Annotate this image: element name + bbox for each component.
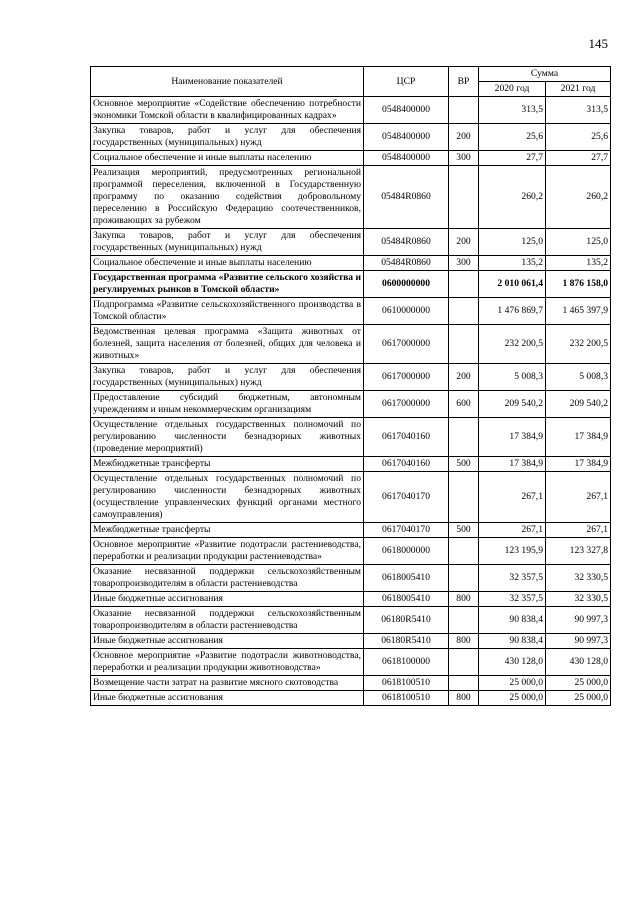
row-name: Межбюджетные трансферты [91,457,364,472]
row-code: 05484R0860 [364,229,449,256]
row-amount-2020: 25 000,0 [479,676,546,691]
row-code: 0617000000 [364,391,449,418]
row-vr [449,325,479,364]
row-amount-2021: 267,1 [546,472,611,523]
row-amount-2020: 1 476 869,7 [479,298,546,325]
row-amount-2020: 267,1 [479,472,546,523]
table-row [91,271,611,298]
row-code: 0617040170 [364,472,449,523]
table-row [91,97,611,124]
row-amount-2020: 232 200,5 [479,325,546,364]
row-amount-2021: 313,5 [546,97,611,124]
row-amount-2021: 17 384,9 [546,418,611,457]
row-name: Основное мероприятие «Содействие обеспечению потребности экономики Томской области в квалифицированных кадрах» [91,97,364,124]
row-amount-2021: 430 128,0 [546,649,611,676]
row-vr [449,565,479,592]
header-year-2020: 2020 год [479,82,546,97]
table-row [91,325,611,364]
row-name: Иные бюджетные ассигнования [91,691,364,706]
row-code: 0618100510 [364,676,449,691]
table-row [91,676,611,691]
row-name: Социальное обеспечение и иные выплаты населению [91,256,364,271]
row-name: Осуществление отдельных государственных полномочий по регулированию численности безнадзорных животных (осуществление управленческих функций органами местного самоуправления) [91,472,364,523]
row-amount-2021: 135,2 [546,256,611,271]
row-vr [449,676,479,691]
row-vr [449,418,479,457]
table-row [91,649,611,676]
row-name: Оказание несвязанной поддержки сельскохозяйственным товаропроизводителям в области растениеводства [91,607,364,634]
row-vr: 800 [449,691,479,706]
row-vr [449,649,479,676]
row-name: Предоставление субсидий бюджетным, автономным учреждениям и иным некоммерческим организациям [91,391,364,418]
row-amount-2021: 25,6 [546,124,611,151]
row-vr [449,472,479,523]
row-amount-2020: 125,0 [479,229,546,256]
header-year-2021: 2021 год [546,82,611,97]
row-amount-2020: 430 128,0 [479,649,546,676]
row-name: Оказание несвязанной поддержки сельскохозяйственным товаропроизводителям в области растениеводства [91,565,364,592]
row-amount-2021: 1 876 158,0 [546,271,611,298]
row-vr: 800 [449,634,479,649]
row-amount-2020: 25,6 [479,124,546,151]
row-code: 0617040160 [364,457,449,472]
header-sum: Сумма [479,67,611,82]
table-row [91,256,611,271]
row-vr: 200 [449,229,479,256]
row-amount-2021: 209 540,2 [546,391,611,418]
row-amount-2020: 90 838,4 [479,634,546,649]
table-row [91,634,611,649]
row-amount-2020: 209 540,2 [479,391,546,418]
table-row [91,592,611,607]
row-amount-2021: 25 000,0 [546,691,611,706]
row-code: 0618005410 [364,565,449,592]
row-amount-2021: 27,7 [546,151,611,166]
row-code: 06180R5410 [364,634,449,649]
header-vr: ВР [449,67,479,97]
table-row [91,457,611,472]
row-name: Основное мероприятие «Развитие подотрасли растениеводства, переработки и реализации продукции растениеводства» [91,538,364,565]
row-code: 0600000000 [364,271,449,298]
row-vr: 200 [449,364,479,391]
table-row [91,391,611,418]
header-code: ЦСР [364,67,449,97]
row-amount-2020: 27,7 [479,151,546,166]
row-vr [449,298,479,325]
row-amount-2020: 267,1 [479,523,546,538]
row-amount-2020: 90 838,4 [479,607,546,634]
row-amount-2020: 135,2 [479,256,546,271]
row-code: 0548400000 [364,124,449,151]
row-code: 0618100510 [364,691,449,706]
row-name: Иные бюджетные ассигнования [91,592,364,607]
row-vr [449,97,479,124]
row-amount-2020: 2 010 061,4 [479,271,546,298]
header-name: Наименование показателей [91,67,364,97]
table-row [91,538,611,565]
table-row [91,166,611,229]
row-name: Государственная программа «Развитие сельского хозяйства и регулируемых рынков в Томской области» [91,271,364,298]
row-code: 0618100000 [364,649,449,676]
row-code: 0618000000 [364,538,449,565]
table-row [91,151,611,166]
row-name: Межбюджетные трансферты [91,523,364,538]
row-name: Основное мероприятие «Развитие подотрасли животноводства, переработки и реализации продукции животноводства» [91,649,364,676]
row-name: Закупка товаров, работ и услуг для обеспечения государственных (муниципальных) нужд [91,229,364,256]
row-name: Иные бюджетные ассигнования [91,634,364,649]
table-body [91,97,611,706]
row-amount-2020: 5 008,3 [479,364,546,391]
row-code: 05484R0860 [364,256,449,271]
row-vr: 800 [449,592,479,607]
row-name: Возмещение части затрат на развитие мясного скотоводства [91,676,364,691]
row-code: 0617000000 [364,325,449,364]
row-code: 06180R5410 [364,607,449,634]
row-vr [449,166,479,229]
row-code: 0548400000 [364,97,449,124]
row-amount-2021: 125,0 [546,229,611,256]
row-amount-2021: 1 465 397,9 [546,298,611,325]
table-row [91,565,611,592]
row-amount-2020: 17 384,9 [479,457,546,472]
table-row [91,691,611,706]
table-row [91,472,611,523]
row-name: Социальное обеспечение и иные выплаты населению [91,151,364,166]
row-vr: 500 [449,457,479,472]
table-row [91,124,611,151]
row-amount-2021: 260,2 [546,166,611,229]
budget-table [90,66,611,706]
row-vr: 500 [449,523,479,538]
row-code: 0617000000 [364,364,449,391]
table-row [91,607,611,634]
row-amount-2020: 123 195,9 [479,538,546,565]
row-amount-2021: 267,1 [546,523,611,538]
row-amount-2020: 32 357,5 [479,592,546,607]
row-code: 0617040160 [364,418,449,457]
row-vr: 300 [449,256,479,271]
page-number: 145 [588,36,608,51]
row-amount-2021: 123 327,8 [546,538,611,565]
row-amount-2020: 25 000,0 [479,691,546,706]
row-amount-2020: 32 357,5 [479,565,546,592]
row-amount-2021: 232 200,5 [546,325,611,364]
row-amount-2021: 25 000,0 [546,676,611,691]
row-name: Закупка товаров, работ и услуг для обеспечения государственных (муниципальных) нужд [91,364,364,391]
row-amount-2021: 32 330,5 [546,565,611,592]
row-name: Реализация мероприятий, предусмотренных региональной программой переселения, включенной в Государственную программу по оказанию содействия добровольному переселению в Российскую Федерацию соотечественников, проживающих за рубежом [91,166,364,229]
row-vr [449,607,479,634]
row-code: 0618005410 [364,592,449,607]
row-name: Закупка товаров, работ и услуг для обеспечения государственных (муниципальных) нужд [91,124,364,151]
row-name: Ведомственная целевая программа «Защита животных от болезней, защита населения от болезней, общих для человека и животных» [91,325,364,364]
row-code: 0617040170 [364,523,449,538]
row-amount-2021: 32 330,5 [546,592,611,607]
row-amount-2020: 17 384,9 [479,418,546,457]
row-vr: 200 [449,124,479,151]
table-row [91,364,611,391]
row-amount-2021: 17 384,9 [546,457,611,472]
table-row [91,298,611,325]
row-name: Подпрограмма «Развитие сельскохозяйственного производства в Томской области» [91,298,364,325]
row-name: Осуществление отдельных государственных полномочий по регулированию численности безнадзорных животных (проведение мероприятий) [91,418,364,457]
row-vr: 300 [449,151,479,166]
row-amount-2020: 260,2 [479,166,546,229]
row-amount-2021: 5 008,3 [546,364,611,391]
row-vr [449,271,479,298]
row-code: 05484R0860 [364,166,449,229]
table-row [91,418,611,457]
table-row [91,229,611,256]
row-vr [449,538,479,565]
row-code: 0548400000 [364,151,449,166]
table-row [91,523,611,538]
row-code: 0610000000 [364,298,449,325]
row-amount-2021: 90 997,3 [546,634,611,649]
row-amount-2021: 90 997,3 [546,607,611,634]
row-amount-2020: 313,5 [479,97,546,124]
row-vr: 600 [449,391,479,418]
